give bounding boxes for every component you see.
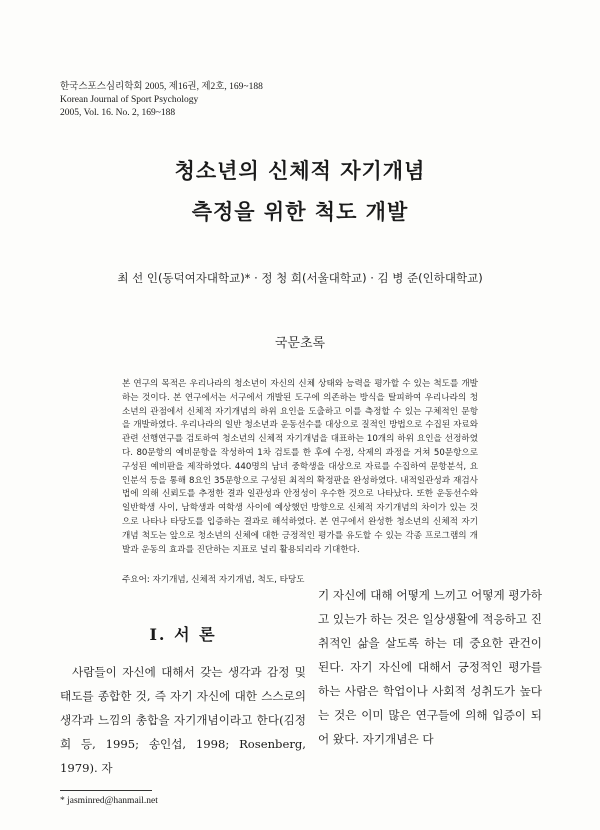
journal-name-english: Korean Journal of Sport Psychology: [60, 95, 199, 105]
section-heading: I. 서 론: [149, 625, 217, 644]
journal-volume: 2005, Vol. 16. No. 2, 169~188: [60, 108, 176, 118]
keywords: 주요어: 자기개념, 신체적 자기개념, 척도, 타당도: [122, 575, 305, 585]
author-list: 최 선 인(동덕여자대학교)* · 정 청 희(서울대학교) · 김 병 준(인하대학교): [117, 271, 483, 285]
footnote-email: * jasminred@hanmail.net: [60, 796, 158, 806]
intro-paragraph-right: 기 자신에 대해 어떻게 느끼고 어떻게 평가하고 있는가 하는 것은 일상생활에 적응하고 진취적인 삶을 살도록 하는 데 중요한 관건이 된다. 자기 자신에 대해서 긍정적인 평가를 하는 사람은 학업이나 사회적 성취도가 높다는 것은 이미 많은 연구들에 의해 입증이 되어 왔다. 자기개념은 다: [318, 588, 542, 746]
paper-title-line1: 청소년의 신체적 자기개념: [174, 158, 426, 183]
right-column: [318, 583, 542, 751]
abstract-body: 본 연구의 목적은 우리나라의 청소년이 자신의 신체 상태와 능력을 평가할 수 있는 척도를 개발하는 것이다. 본 연구에서는 서구에서 개발된 도구에 의존하는 방식을 탈피하여 우리나라의 청소년의 관점에서 신체적 자기개념의 하위 요인을 도출하고 이를 측정할 수 있는 구체적인 문항을 개발하였다. 우리나라의 일반 청소년과 운동선수를 대상으로 질적인 방법으로 수집된 자료와 관련 선행연구를 검토하여 청소년의 신체적 자기개념을 대표하는 10개의 하위 요인을 선정하였다. 80문항의 예비문항을 작성하여 1차 검토를 한 후에 수정, 삭제의 과정을 거쳐 50문항으로 구성된 예비판을 제작하였다. 440명의 남녀 중학생을 대상으로 자료를 수집하여 문항분석, 요인분석 등을 통해 8요인 35문항으로 구성된 최적의 확정판을 완성하였다. 내적일관성과 재검사법에 의해 신뢰도를 추정한 결과 일관성과 안정성이 우수한 것으로 나타났다. 또한 운동선수와 일반학생 사이, 남학생과 여학생 사이에 예상했던 방향으로 신체적 자기개념의 차이가 있는 것으로 나타나 타당도를 입증하는 결과로 해석하였다. 본 연구에서 완성한 청소년의 신체적 자기개념 척도는 앞으로 청소년의 신체에 대한 긍정적인 평가를 유도할 수 있는 각종 프로그램의 개발과 운동의 효과를 진단하는 지표로 널리 활용되리라 기대한다.: [122, 379, 478, 555]
journal-name-korean: 한국스포스심리학회 2005, 제16권, 제2호, 169~188: [60, 82, 263, 92]
left-column: [60, 632, 306, 780]
footnote-divider: [60, 790, 152, 791]
intro-paragraph-left: 사람들이 자신에 대해서 갖는 생각과 감정 및 태도를 종합한 것, 즉 자기 자신에 대한 스스로의 생각과 느낌의 총합을 자기개념이라고 한다(김정희 등, 1995; 송인섭, 1998; Rosenberg, 1979). 자: [60, 665, 306, 775]
journal-citation: [60, 81, 263, 120]
paper-title-line2: 측정을 위한 척도 개발: [191, 199, 409, 224]
abstract-heading: 국문초록: [274, 336, 326, 351]
